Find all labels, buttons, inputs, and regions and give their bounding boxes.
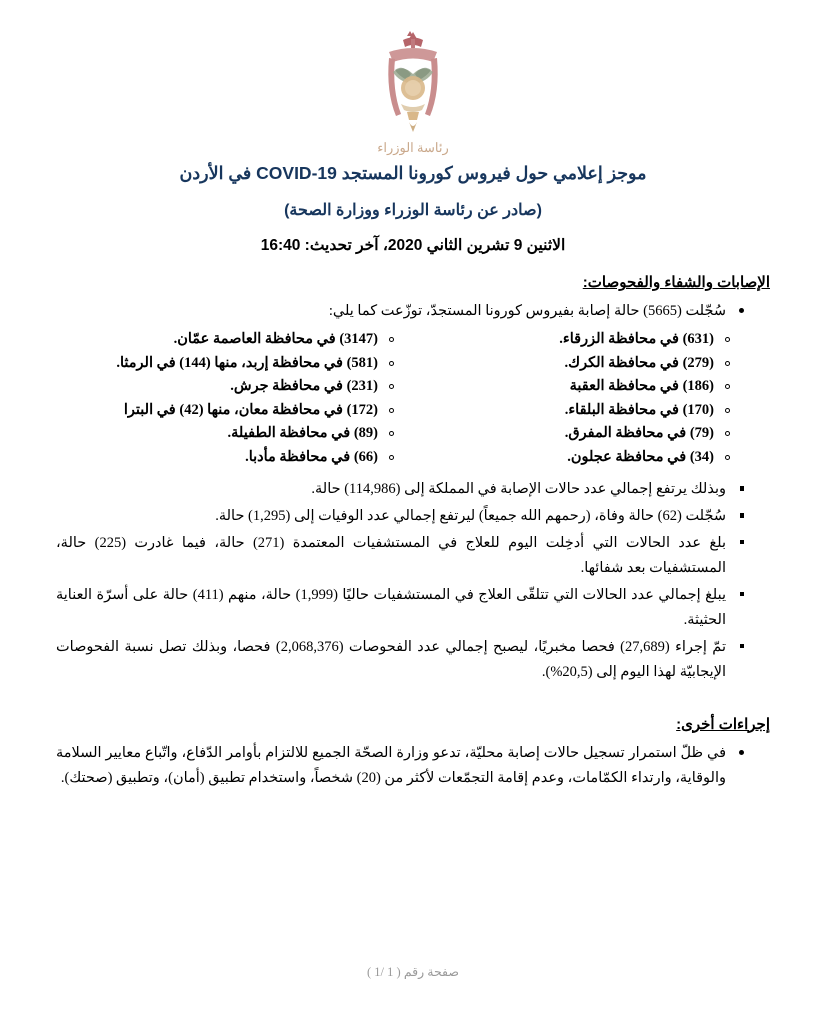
governorate-item: (79) في محافظة المفرق. bbox=[402, 422, 732, 445]
page-footer: صفحة رقم ( 1 /1 ) bbox=[367, 965, 459, 979]
governorate-item: (172) في محافظة معان، منها (42) في البترا bbox=[66, 399, 396, 422]
section-heading-cases: الإصابات والشفاء والفحوصات: bbox=[582, 274, 770, 292]
governorate-item: (170) في محافظة البلقاء. bbox=[402, 399, 732, 422]
emblem-caption: رئاسة الوزراء bbox=[377, 140, 449, 155]
statistic-item: يبلغ إجمالي عدد الحالات التي تتلقّى العلاج في المستشفيات حاليًا (1,999) حالة، منهم (411) حالة على أسرّة العناية الحثيثة. bbox=[56, 583, 746, 633]
governorate-item: (34) في محافظة عجلون. bbox=[402, 446, 732, 469]
other-procedure-item: في ظلّ استمرار تسجيل حالات إصابة محليّة، تدعو وزارة الصحّة الجميع للالتزام بأوامر الدّفاع، واتّباع معايير السلامة والوقاية، وارتداء الكمّامات، وعدم إقامة التجمّعات لأكثر من (20) شخصاً، واستخدام تطبيق (أمان)، وتطبيق (صحتك). bbox=[56, 741, 746, 791]
governorate-item: (631) في محافظة الزرقاء. bbox=[402, 328, 732, 351]
cases-intro-list bbox=[56, 299, 770, 324]
governorate-item: (66) في محافظة مأدبا. bbox=[66, 446, 396, 469]
statistic-item: تمّ إجراء (27,689) فحصا مخبريًا، ليصبح إجمالي عدد الفحوصات (2,068,376) فحصا، وبذلك تصل نسبة الفحوصات الإيجابيّة لهذا اليوم إلى (20,5%). bbox=[56, 635, 746, 685]
statistic-item: سُجّلت (62) حالة وفاة، (رحمهم الله جميعاً) ليرتفع إجمالي عدد الوفيات إلى (1,295) حالة. bbox=[56, 504, 746, 529]
governorate-breakdown bbox=[56, 328, 770, 469]
cases-intro: سُجّلت (5665) حالة إصابة بفيروس كورونا المستجدّ، توزّعت كما يلي: bbox=[56, 299, 746, 324]
page-title: موجز إعلامي حول فيروس كورونا المستجد COVID-19 في الأردن bbox=[179, 163, 647, 183]
emblem-container bbox=[56, 30, 770, 155]
jordan-coat-of-arms-icon bbox=[359, 30, 467, 155]
other-procedures-list bbox=[56, 741, 770, 791]
governorate-item: (89) في محافظة الطفيلة. bbox=[66, 422, 396, 445]
governorate-item: (231) في محافظة جرش. bbox=[66, 375, 396, 398]
governorate-item: (3147) في محافظة العاصمة عمّان. bbox=[66, 328, 396, 351]
governorate-item: (581) في محافظة إربد، منها (144) في الرمثا. bbox=[66, 352, 396, 375]
section-heading-other: إجراءات أخرى: bbox=[676, 715, 770, 733]
date-line: الاثنين 9 تشرين الثاني 2020، آخر تحديث: 16:40 bbox=[260, 237, 566, 255]
statistic-item: وبذلك يرتفع إجمالي عدد حالات الإصابة في المملكة إلى (114,986) حالة. bbox=[56, 477, 746, 502]
governorate-item: (279) في محافظة الكرك. bbox=[402, 352, 732, 375]
governorate-item: (186) في محافظة العقبة bbox=[402, 375, 732, 398]
statistics-list bbox=[56, 477, 770, 685]
page-subtitle: (صادر عن رئاسة الوزراء ووزارة الصحة) bbox=[284, 202, 542, 220]
statistic-item: بلغ عدد الحالات التي أدخِلت اليوم للعلاج في المستشفيات المعتمدة (271) حالة، فيما غادرت (225) حالة، المستشفيات بعد شفائها. bbox=[56, 531, 746, 581]
